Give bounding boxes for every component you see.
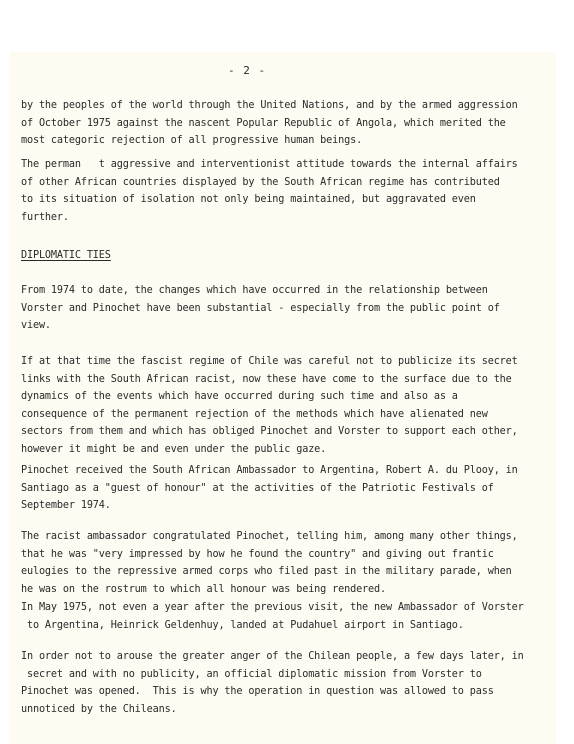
text-line: consequence of the permanent rejection of the methods which have alienated new	[21, 408, 488, 420]
page-number: - 2 -	[228, 64, 267, 77]
text-line: September 1974.	[21, 500, 111, 511]
paragraph-2	[21, 156, 518, 226]
text-line: by the peoples of the world through the United Nations, and by the armed aggression	[21, 100, 518, 111]
paragraph-7	[21, 599, 524, 634]
text-line: The racist ambassador congratulated Pinochet, telling him, among many other things,	[21, 531, 518, 542]
section-heading: DIPLOMATIC TIES	[21, 250, 111, 261]
text-line: In May 1975, not even a year after the previous visit, the new Ambassador of Vorster	[21, 602, 524, 613]
paragraph-5	[21, 462, 518, 515]
text-line: of October 1975 against the nascent Popular Republic of Angola, which merited the	[21, 117, 506, 129]
paragraph-3	[21, 282, 500, 335]
text-line: Pinochet received the South African Ambassador to Argentina, Robert A. du Plooy, in	[21, 465, 518, 476]
text-line: secret and with no publicity, an official diplomatic mission from Vorster to	[21, 668, 482, 680]
text-line: of other African countries displayed by the South African regime has contributed	[21, 176, 500, 188]
text-line: view.	[21, 320, 51, 331]
paragraph-1	[21, 97, 518, 150]
text-line: most categoric rejection of all progressive human beings.	[21, 135, 363, 146]
text-line: Pinochet was opened. This is why the operation in question was allowed to pass	[21, 686, 494, 697]
text-line: he was on the rostrum to which all honour was being rendered.	[21, 583, 386, 595]
text-line: Vorster and Pinochet have been substantial - especially from the public point of	[21, 302, 500, 314]
text-line: sectors from them and which has obliged Pinochet and Vorster to support each other,	[21, 426, 518, 437]
text-line: to Argentina, Heinrick Geldenhuy, landed at Pudahuel airport in Santiago.	[21, 619, 464, 631]
text-line: further.	[21, 211, 69, 223]
text-line: From 1974 to date, the changes which have occurred in the relationship between	[21, 285, 488, 296]
text-line: dynamics of the events which have occurred during such time and also as a	[21, 391, 458, 402]
text-line: unnoticed by the Chileans.	[21, 703, 177, 715]
text-line: Santiago as a "guest of honour" at the activities of the Patriotic Festivals of	[21, 482, 494, 494]
text-line: eulogies to the repressive armed corps who filed past in the military parade, when	[21, 566, 512, 577]
text-line: to its situation of isolation not only being maintained, but aggravated even	[21, 194, 476, 205]
paragraph-6	[21, 528, 518, 598]
paragraph-4	[21, 353, 518, 458]
text-line: If at that time the fascist regime of Chile was careful not to publicize its secret	[21, 356, 518, 367]
text-line: The perman t aggressive and interventionist attitude towards the internal affairs	[21, 159, 518, 170]
text-line: In order not to arouse the greater anger of the Chilean people, a few days later, in	[21, 651, 524, 662]
paragraph-8	[21, 648, 524, 718]
text-line: that he was "very impressed by how he found the country" and giving out frantic	[21, 548, 494, 560]
text-line: however it might be and even under the public gaze.	[21, 443, 327, 455]
text-line: links with the South African racist, now these have come to the surface due to the	[21, 373, 512, 385]
